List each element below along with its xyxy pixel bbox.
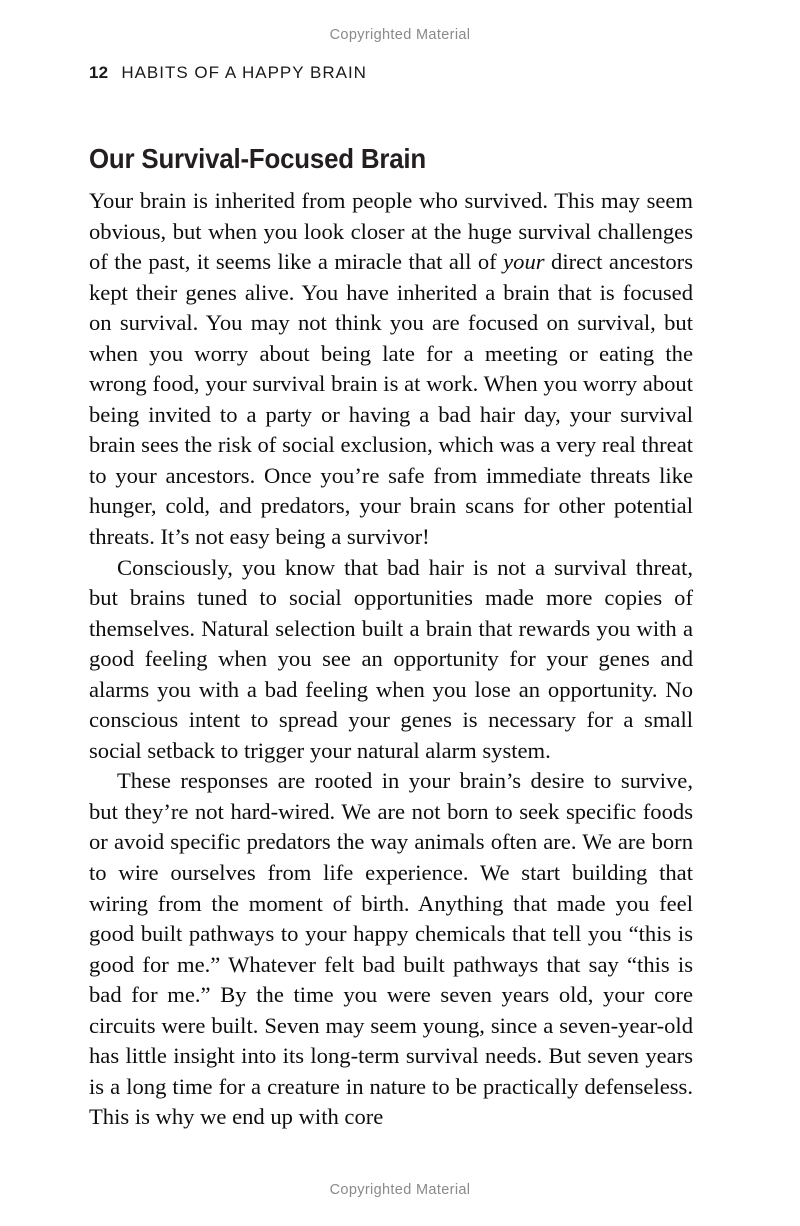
paragraph-3: These responses are rooted in your brain’s desire to survive, but they’re not hard-wired. We are not born to seek specific foods or avoid specific predators the way animals often are. We are born to wire ourselves from life experience. We start building that wiring from the moment of birth. Anything that made you feel good built pathways to your happy chemicals that tell you “this is good for me.” Whatever felt bad built pathways that say “this is bad for me.” By the time you were seven years old, your core circuits were built. Seven may seem young, since a seven-year-old has little insight into its long-term survival needs. But seven years is a long time for a creature in nature to be practically defenseless. This is why we end up with core xyxy=(89,768,693,1130)
copyright-watermark-bottom: Copyrighted Material xyxy=(329,1182,471,1198)
paragraph-2: Consciously, you know that bad hair is not a survival threat, but brains tuned to social opportunities made more copies of themselves. Natural selection built a brain that rewards you with a good feeling when you see an opportunity for your genes and alarms you with a bad feeling when you lose an opportunity. No conscious intent to spread your genes is necessary for a small social setback to trigger your natural alarm system. xyxy=(89,554,693,763)
paragraph-1-pre-italic: Your brain is inherited from people who survived. This may seem obvious, but when you look closer at the huge survival challenges of the past, it seems like a miracle that all of xyxy=(89,188,693,275)
paragraph-1-italic-your: your xyxy=(503,249,545,275)
copyright-watermark-top: Copyrighted Material xyxy=(329,27,471,43)
paragraph-1 xyxy=(89,186,693,553)
body-text xyxy=(89,186,693,1133)
running-head xyxy=(89,63,367,83)
running-head-title: HABITS OF A HAPPY BRAIN xyxy=(121,63,367,82)
page-number: 12 xyxy=(89,63,109,82)
section-heading: Our Survival-Focused Brain xyxy=(89,142,427,174)
paragraph-1-post-italic: direct ancestors kept their genes alive. You have inherited a brain that is focused on survival. You may not think you are focused on survival, but when you worry about being late for a meeting or eating the wrong food, your survival brain is at work. When you worry about being invited to a party or having a bad hair day, your survival brain sees the risk of social exclusion, which was a very real threat to your ancestors. Once you’re safe from immediate threats like hunger, cold, and predators, your brain scans for other potential threats. It’s not easy being a survivor! xyxy=(89,249,693,550)
